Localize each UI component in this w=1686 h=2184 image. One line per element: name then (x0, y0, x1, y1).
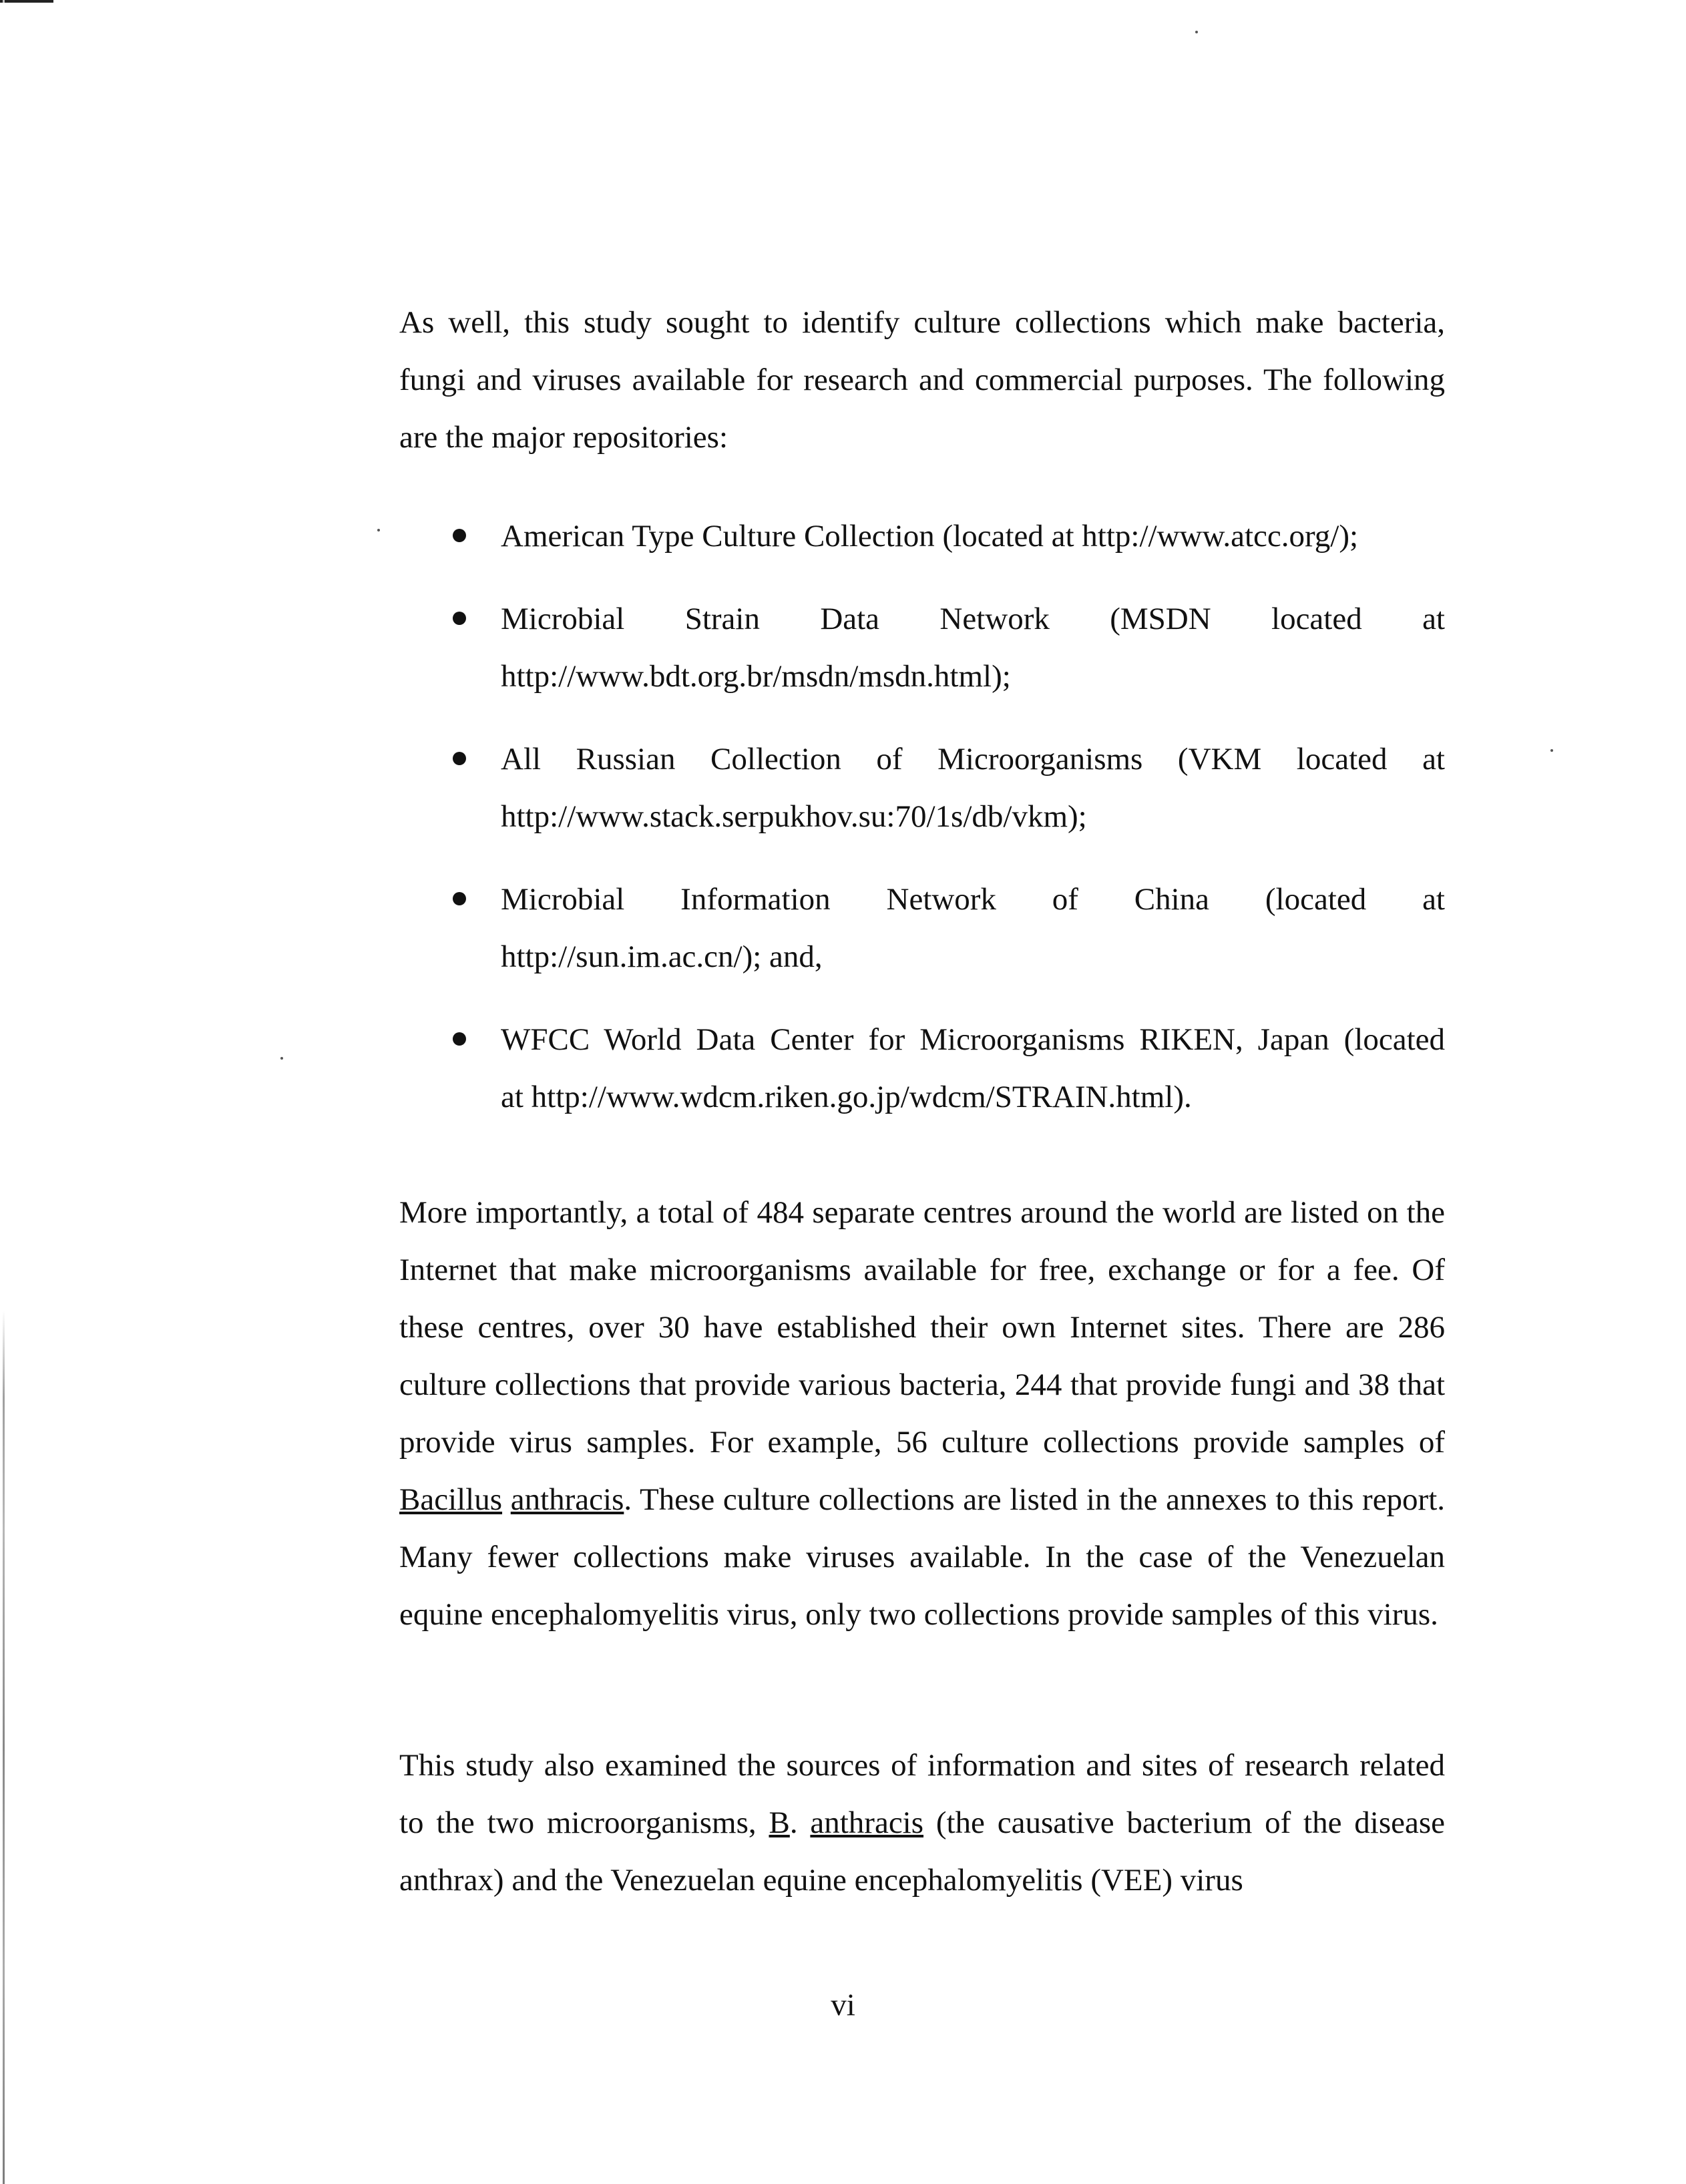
repository-line-2: http://www.bdt.org.br/msdn/msdn.html); (501, 659, 1011, 694)
study-dot: . (789, 1805, 811, 1840)
list-item (399, 1011, 1445, 1126)
centres-text-end: . These culture collections are listed in the annexes to this report. Many fewer collections make viruses available. In the case of the Venezuelan equine encephalomyelitis virus, only two collections provide samples of this virus. (399, 1482, 1446, 1632)
genus-abbreviation: B (769, 1805, 790, 1840)
scan-artifact-corner (0, 0, 53, 3)
study-text-start: This study also examined the sources of information and sites of research related to the two microorganisms, (399, 1748, 1445, 1840)
bullet-icon (453, 612, 466, 625)
centres-space (502, 1482, 511, 1517)
centres-paragraph-block (399, 1184, 1445, 1643)
intro-paragraph-block (399, 294, 1445, 466)
list-item (399, 507, 1445, 565)
study-paragraph (399, 1737, 1445, 1909)
scan-speck (280, 1057, 283, 1060)
centres-paragraph (399, 1184, 1445, 1643)
study-paragraph-block (399, 1737, 1445, 1909)
repository-line-2: at http://www.wdcm.riken.go.jp/wdcm/STRAIN.html). (501, 1080, 1192, 1114)
scan-speck (1195, 31, 1198, 33)
intro-paragraph: As well, this study sought to identify culture collections which make bacteria, fungi and viruses available for research and commercial purposes. The following are the major repositories: (399, 305, 1445, 455)
scan-speck (377, 529, 380, 531)
repository-line-2: http://sun.im.ac.cn/); and, (501, 939, 823, 974)
species-name: anthracis (510, 1482, 624, 1517)
bullet-icon (453, 892, 466, 905)
bullet-icon (453, 752, 466, 765)
list-item (399, 590, 1445, 705)
repository-line-1: Microbial Strain Data Network (MSDN located at (501, 602, 1445, 636)
repository-line-1: WFCC World Data Center for Microorganisms RIKEN, Japan (located (501, 1022, 1445, 1057)
list-item (399, 871, 1445, 986)
repository-line-2: http://www.stack.serpukhov.su:70/1s/db/vkm); (501, 799, 1087, 834)
repository-line-1: American Type Culture Collection (located at http://www.atcc.org/); (501, 519, 1359, 554)
species-name: anthracis (810, 1805, 924, 1840)
study-text-end: (the causative bacterium of the disease anthrax) and the Venezuelan equine encephalomyelitis (VEE) virus (399, 1805, 1446, 1898)
repository-line-1: All Russian Collection of Microorganisms (VKM located at (501, 742, 1445, 777)
bullet-icon (453, 529, 466, 542)
bullet-icon (453, 1032, 466, 1046)
scan-artifact-left-edge (3, 0, 5, 2184)
list-item (399, 730, 1445, 845)
page-number: vi (831, 1988, 855, 2022)
repository-line-1: Microbial Information Network of China (located at (501, 882, 1445, 917)
genus-name: Bacillus (399, 1482, 503, 1517)
centres-text-start: More importantly, a total of 484 separate centres around the world are listed on the Internet that make microorganisms available for free, exchange or for a fee. Of these centres, over 30 have established their own Internet sites. There are 286 culture collections that provide various bacteria, 244 that provide fungi and 38 that provide virus samples. For example, 56 culture collections provide samples of (399, 1195, 1445, 1460)
repository-list (399, 507, 1445, 1151)
scan-speck (1550, 749, 1553, 752)
